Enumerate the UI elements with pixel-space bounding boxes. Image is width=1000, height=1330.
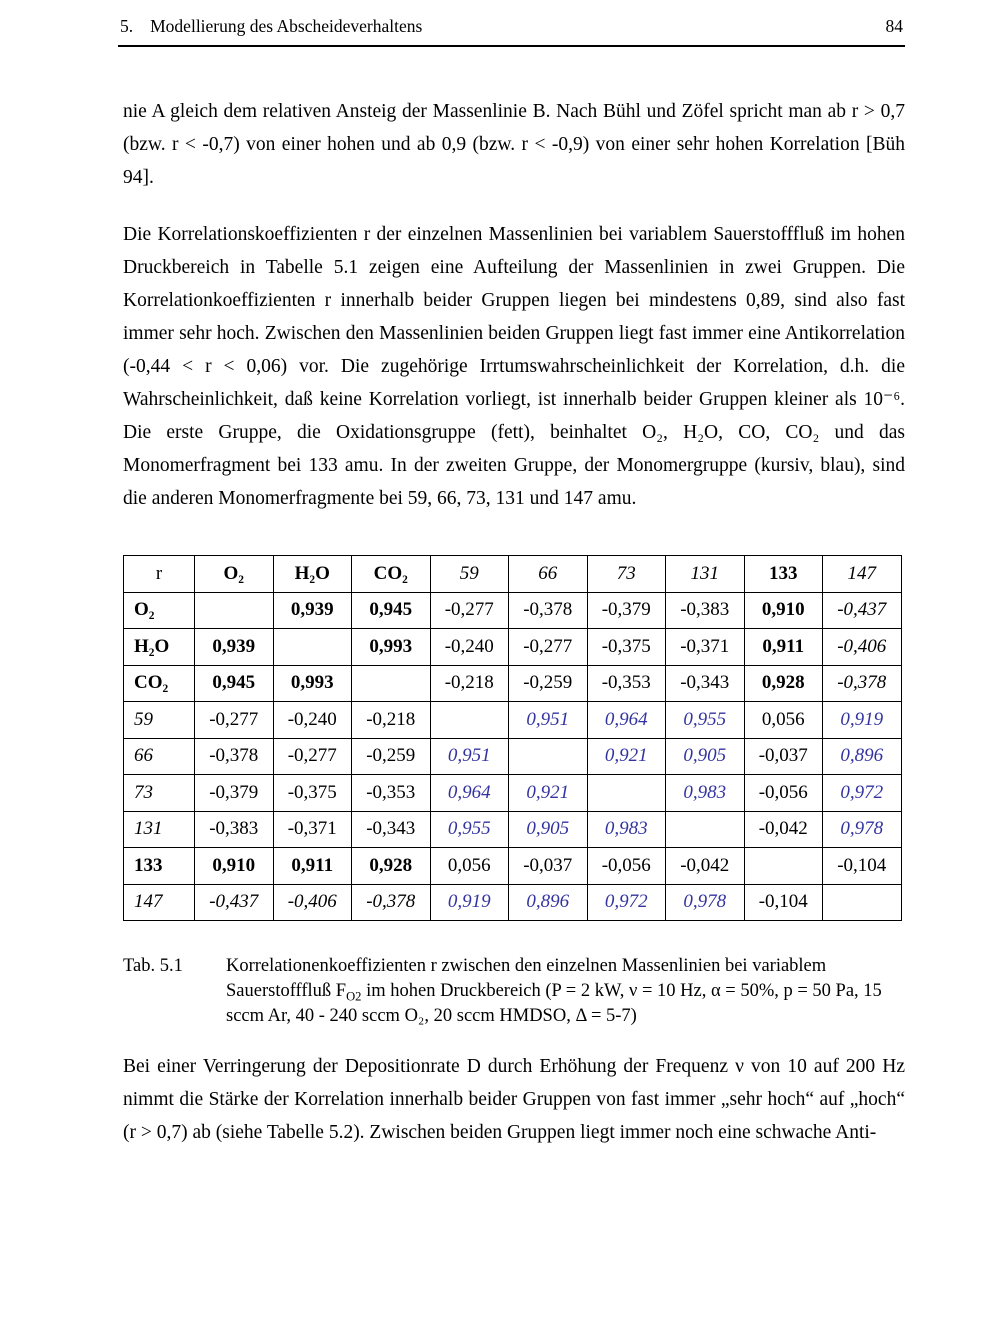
table-cell: -0,378 [823,665,902,702]
caption-text-post: im hohen Druckbereich (P = 2 kW, ν = 10 Hz, α = 50%, p = 50 Pa, 15 sccm Ar, 40 - 240 sccm O₂, 20 sccm HMDSO, Δ = 5-7) [226,981,882,1026]
table-cell: -0,437 [195,884,274,921]
table-header-59: 59 [430,556,509,593]
row-label: 59 [124,702,195,739]
table-cell: 0,955 [430,811,509,848]
table-cell [587,775,666,812]
table-cell: 0,896 [823,738,902,775]
paragraph-2: Die Korrelationskoeffizienten r der einzelnen Massenlinien bei variablem Sauerstofffluß im hohen Druckbereich in Tabelle 5.1 zeigen eine Aufteilung der Massenlinien in zwei Gruppen. Die Korrelationkoeffizienten r innerhalb beider Gruppen liegen bei mindestens 0,89, sind also fast immer sehr hoch. Zwischen den Massenlinien beiden Gruppen liegt fast immer eine Antikorrelation (-0,44 < r < 0,06) vor. Die zugehörige Irrtumswahrscheinlichkeit der Korrelation, d.h. die Wahrscheinlichkeit, daß keine Korrelation vorliegt, ist innerhalb beider Gruppen kleiner als 10⁻⁶. Die erste Gruppe, die Oxidationsgruppe (fett), beinhaltet O₂, H₂O, CO, CO₂ und das Monomerfragment bei 133 amu. In der zweiten Gruppe, der Monomergruppe (kursiv, blau), sind die anderen Monomerfragmente bei 59, 66, 73, 131 und 147 amu. [123,224,905,509]
table-row-131 [124,811,902,848]
correlation-table [123,555,902,921]
table-cell: 0,983 [587,811,666,848]
table-cell: -0,437 [823,592,902,629]
table-header-147: 147 [823,556,902,593]
table-cell: 0,978 [666,884,745,921]
table-cell: 0,951 [509,702,588,739]
table-cell: -0,375 [587,629,666,666]
table-cell: -0,104 [823,848,902,885]
table-cell: -0,383 [195,811,274,848]
table-cell: -0,042 [744,811,823,848]
table-cell: 0,993 [273,665,352,702]
table-cell: -0,218 [430,665,509,702]
section-number: 5. [120,16,134,36]
table-cell: -0,037 [744,738,823,775]
table-cell: -0,406 [273,884,352,921]
table-cell [823,884,902,921]
table-cell: -0,240 [273,702,352,739]
table-header-h2o: H₂O [273,556,352,593]
table-cell: 0,955 [666,702,745,739]
table-header-row [124,556,902,593]
table-cell: -0,277 [509,629,588,666]
table-cell: -0,371 [666,629,745,666]
table-cell: 0,905 [666,738,745,775]
table-cell: -0,259 [509,665,588,702]
row-label: 131 [124,811,195,848]
table-row-co2 [124,665,902,702]
table-header-r: r [124,556,195,593]
table-cell: 0,945 [352,592,431,629]
table-cell [273,629,352,666]
table-row-h2o [124,629,902,666]
table-cell: -0,378 [509,592,588,629]
table-cell: -0,042 [666,848,745,885]
table-caption [123,954,905,1029]
row-label: CO₂ [124,665,195,702]
page-body [118,95,905,1149]
table-cell: 0,896 [509,884,588,921]
table-cell: -0,343 [352,811,431,848]
table-cell: 0,919 [430,884,509,921]
table-header-co2: CO₂ [352,556,431,593]
table-row-73 [124,775,902,812]
caption-label: Tab. 5.1 [123,956,183,976]
table-cell: -0,383 [666,592,745,629]
paragraph-1: nie A gleich dem relativen Ansteig der Massenlinie B. Nach Bühl und Zöfel spricht man ab r > 0,7 (bzw. r < -0,7) von einer hohen und ab 0,9 (bzw. r < -0,9) von einer sehr hohen Korrelation [Büh 94]. [123,101,905,188]
table-cell: 0,928 [352,848,431,885]
table-cell: -0,406 [823,629,902,666]
table-row-147 [124,884,902,921]
section-title: Modellierung des Abscheideverhaltens [150,16,423,36]
section-heading [120,16,422,37]
table-cell: -0,378 [195,738,274,775]
table-cell: -0,353 [352,775,431,812]
table-cell: -0,037 [509,848,588,885]
table-cell [430,702,509,739]
table-cell: -0,277 [273,738,352,775]
table-cell [509,738,588,775]
paragraph-3: Bei einer Verringerung der Depositionrate D durch Erhöhung der Frequenz ν von 10 auf 200 Hz nimmt die Stärke der Korrelation innerhalb beider Gruppen von fast immer „sehr hoch“ auf „hoch“ (r > 0,7) ab (siehe Tabelle 5.2). Zwischen beiden Gruppen liegt immer noch eine schwache Anti- [123,1056,905,1143]
row-label: H₂O [124,629,195,666]
table-cell [352,665,431,702]
caption-subscript: O2 [346,989,362,1004]
table-row-66 [124,738,902,775]
table-cell: -0,240 [430,629,509,666]
table-cell: 0,964 [587,702,666,739]
table-cell: -0,218 [352,702,431,739]
table-cell: 0,921 [587,738,666,775]
table-cell: -0,343 [666,665,745,702]
table-row-133 [124,848,902,885]
caption-text-pre: Korrelationenkoeffizienten r zwischen den einzelnen Massenlinien bei variablem Sauerstofffluß F [226,956,827,1001]
row-label: 147 [124,884,195,921]
table-cell: 0,983 [666,775,745,812]
table-cell [195,592,274,629]
table-row-o2 [124,592,902,629]
table-cell: -0,259 [352,738,431,775]
table-header-73: 73 [587,556,666,593]
table-cell: -0,056 [587,848,666,885]
table-cell: -0,277 [195,702,274,739]
table-cell: 0,911 [273,848,352,885]
caption-text [226,954,905,1029]
row-label: O₂ [124,592,195,629]
table-cell: 0,939 [273,592,352,629]
table-cell: -0,353 [587,665,666,702]
table-header-131: 131 [666,556,745,593]
table-cell: -0,056 [744,775,823,812]
table-cell: 0,056 [430,848,509,885]
table-cell: 0,939 [195,629,274,666]
row-label: 73 [124,775,195,812]
table-cell: 0,921 [509,775,588,812]
table-header-o2: O₂ [195,556,274,593]
table-cell: 0,972 [587,884,666,921]
table-header-66: 66 [509,556,588,593]
table-cell [744,848,823,885]
table-cell: 0,928 [744,665,823,702]
page-number: 84 [885,16,903,36]
table-cell: -0,104 [744,884,823,921]
table-header-133: 133 [744,556,823,593]
table-cell: -0,378 [352,884,431,921]
table-cell: -0,375 [273,775,352,812]
table-cell: 0,910 [195,848,274,885]
table-cell: 0,945 [195,665,274,702]
row-label: 133 [124,848,195,885]
table-cell: 0,978 [823,811,902,848]
row-label: 66 [124,738,195,775]
table-cell: 0,910 [744,592,823,629]
table-cell: 0,951 [430,738,509,775]
table-cell: -0,379 [587,592,666,629]
table-cell: 0,056 [744,702,823,739]
table-cell: 0,964 [430,775,509,812]
table-cell: -0,379 [195,775,274,812]
table-cell: 0,972 [823,775,902,812]
table-cell: -0,277 [430,592,509,629]
table-cell: 0,919 [823,702,902,739]
table-cell: 0,911 [744,629,823,666]
page-header [118,10,905,47]
table-cell: 0,993 [352,629,431,666]
table-cell: -0,371 [273,811,352,848]
table-cell: 0,905 [509,811,588,848]
table-cell [666,811,745,848]
table-row-59 [124,702,902,739]
